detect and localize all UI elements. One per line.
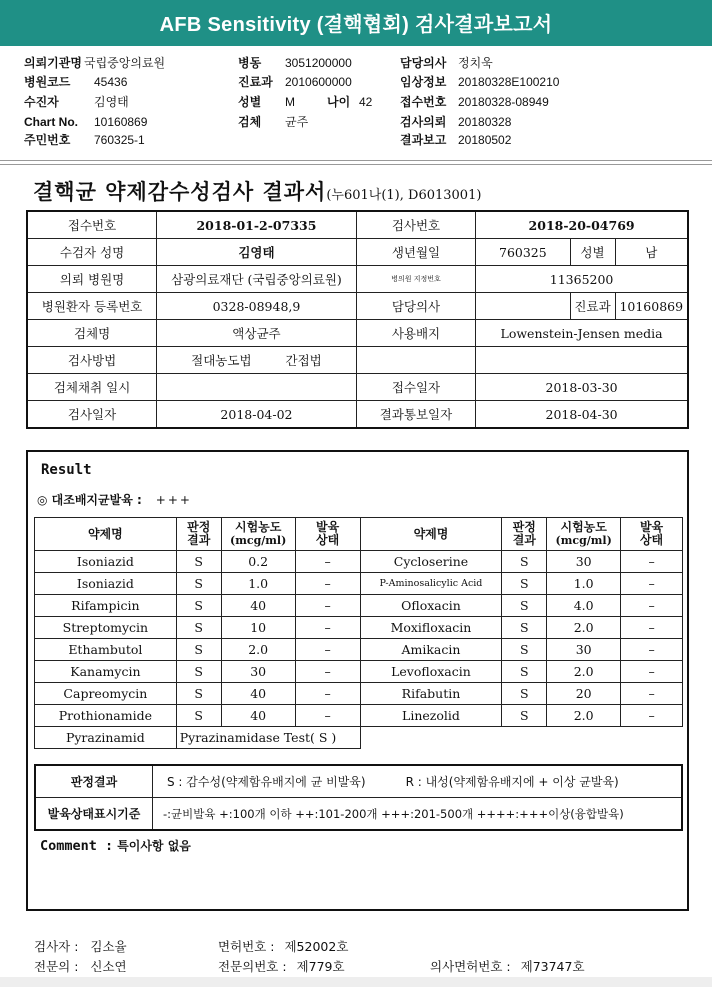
info-value: 20180328-08949: [458, 95, 549, 109]
header-text: 판정: [187, 520, 211, 534]
table-row: [35, 617, 683, 639]
drug-name: Prothionamide: [35, 705, 177, 727]
judge-result: S: [502, 683, 547, 705]
cell-label: 병의원 지정번호: [356, 266, 475, 293]
age-value: 42: [359, 95, 373, 109]
cell-label: 접수번호: [27, 211, 157, 239]
specimen-name: 액상균주: [157, 320, 357, 347]
drug-name: Linezolid: [360, 705, 502, 727]
concentration: 2.0: [547, 705, 621, 727]
concentration: 4.0: [547, 595, 621, 617]
patient-name: 김영태: [157, 239, 357, 266]
doctor-license: [430, 957, 585, 975]
received-date: 2018-03-30: [476, 374, 688, 401]
drug-name: Rifabutin: [360, 683, 502, 705]
judge-result: S: [176, 551, 221, 573]
info-value: 45436: [94, 75, 128, 89]
info-label: 병동: [238, 56, 262, 70]
birth-date: 760325: [476, 239, 570, 266]
judge-result: S: [176, 705, 221, 727]
drug-name: Levofloxacin: [360, 661, 502, 683]
table-row: [35, 661, 683, 683]
drug-name: Capreomycin: [35, 683, 177, 705]
table-row: [35, 705, 683, 727]
cell-label: 진료과: [570, 293, 615, 320]
info-label: 결과보고: [400, 133, 447, 147]
cell-label: 검사번호: [356, 211, 475, 239]
concentration: 1.0: [221, 573, 295, 595]
judge-result: S: [502, 661, 547, 683]
header-text: 결과: [512, 533, 536, 547]
concentration: 40: [221, 595, 295, 617]
age-label: 나이: [327, 95, 351, 109]
info-label: 병원코드: [24, 75, 71, 89]
judge-result: S: [176, 573, 221, 595]
concentration: 2.0: [221, 639, 295, 661]
comment-label: Comment :: [40, 838, 114, 854]
growth-status: –: [621, 661, 683, 683]
patient-registration-number: 0328-08948,9: [157, 293, 357, 320]
cell-label: 검사일자: [27, 401, 157, 429]
concentration: 1.0: [547, 573, 621, 595]
info-label: 의뢰기관명: [24, 56, 82, 70]
table-row: [35, 573, 683, 595]
concentration: 30: [547, 551, 621, 573]
header-drug: 약제명: [35, 518, 177, 551]
info-value: M: [285, 95, 295, 109]
table-row-pyrazinamid: [35, 727, 683, 749]
info-label: Chart No.: [24, 115, 78, 129]
method-indirect: 간접법: [285, 353, 322, 368]
concentration: 40: [221, 683, 295, 705]
judge-result: S: [176, 639, 221, 661]
patient-info-panel: [0, 52, 712, 152]
drug-name: Moxifloxacin: [360, 617, 502, 639]
header-text: 판정: [512, 520, 536, 534]
info-label: 검사의뢰: [400, 115, 447, 129]
growth-status: –: [295, 573, 360, 595]
specimen-info-table: [26, 210, 689, 429]
info-value: 20180502: [458, 133, 512, 147]
judge-legend-s: S : 감수성(약제함유배지에 균 비발육): [167, 775, 366, 789]
judge-result: S: [176, 683, 221, 705]
growth-status: –: [621, 639, 683, 661]
cell-label: 접수일자: [356, 374, 475, 401]
judge-result: S: [502, 617, 547, 639]
doctor-license-value: 제73747호: [520, 959, 585, 974]
info-value: 20180328E100210: [458, 75, 560, 89]
info-value: 760325-1: [94, 133, 145, 147]
cell-label: 담당의사: [356, 293, 475, 320]
specialist: [34, 957, 127, 975]
drug-name: Cycloserine: [360, 551, 502, 573]
info-label: 성별: [238, 95, 262, 109]
table-row: [35, 551, 683, 573]
growth-status: –: [295, 551, 360, 573]
judge-result: S: [502, 639, 547, 661]
sex-value: 남: [615, 239, 688, 266]
cell-label: 검체명: [27, 320, 157, 347]
info-value: 김영태: [94, 95, 129, 109]
header-text: 결과: [187, 533, 211, 547]
growth-status: –: [621, 617, 683, 639]
drug-name: Ofloxacin: [360, 595, 502, 617]
info-value: 정치욱: [458, 56, 493, 70]
info-value: 10160869: [94, 115, 148, 129]
drug-name: Pyrazinamid: [35, 727, 177, 749]
header-judge: [502, 518, 547, 551]
test-number: 2018-20-04769: [476, 211, 688, 239]
concentration: 2.0: [547, 661, 621, 683]
info-label: 검체: [238, 115, 262, 129]
drug-name: Isoniazid: [35, 551, 177, 573]
header-drug: 약제명: [360, 518, 502, 551]
header-text: 시험농도: [560, 520, 607, 534]
judge-result: S: [176, 617, 221, 639]
license: [218, 937, 348, 955]
growth-status: –: [621, 705, 683, 727]
designation-number: 11365200: [476, 266, 688, 293]
pyrazinamidase-result: Pyrazinamidase Test( S ): [176, 727, 360, 749]
specialist-label: 전문의 :: [34, 959, 79, 974]
judge-legend-label: 판정결과: [35, 765, 153, 798]
collection-datetime: [157, 374, 357, 401]
cell-label: 수검자 성명: [27, 239, 157, 266]
judge-result: S: [176, 661, 221, 683]
judge-legend-r: R : 내성(약제함유배지에 + 이상 균발육): [405, 775, 619, 789]
concentration: 10: [221, 617, 295, 639]
header-judge: [176, 518, 221, 551]
department-value: 10160869: [615, 293, 688, 320]
drug-name: Kanamycin: [35, 661, 177, 683]
info-label: 수진자: [24, 95, 59, 109]
drug-name: Ethambutol: [35, 639, 177, 661]
header-concentration: [221, 518, 295, 551]
header-text: 발육: [316, 520, 340, 534]
header-text: (mcg/ml): [555, 534, 612, 547]
growth-status: –: [295, 661, 360, 683]
cell-label: 의뢰 병원명: [27, 266, 157, 293]
judge-result: S: [176, 595, 221, 617]
info-value: 균주: [285, 115, 309, 129]
divider: [0, 160, 712, 161]
info-label: 임상정보: [400, 75, 447, 89]
specialist-number: [218, 957, 345, 975]
table-row: [35, 595, 683, 617]
cell-label: 병원환자 등록번호: [27, 293, 157, 320]
growth-status: –: [295, 595, 360, 617]
info-label: 접수번호: [400, 95, 447, 109]
result-title: Result: [41, 462, 92, 478]
concentration: 2.0: [547, 617, 621, 639]
drug-name: Rifampicin: [35, 595, 177, 617]
concentration: 30: [547, 639, 621, 661]
cell-label: 결과통보일자: [356, 401, 475, 429]
growth-status: –: [621, 573, 683, 595]
control-growth: [37, 491, 192, 508]
report-date: 2018-04-30: [476, 401, 688, 429]
info-value: 국립중앙의료원: [84, 56, 166, 70]
method-absolute: 절대농도법: [191, 353, 252, 368]
specialist-name: 신소연: [90, 959, 127, 974]
tester-label: 검사자 :: [34, 939, 79, 954]
drug-sensitivity-table: [34, 517, 683, 749]
judge-result: S: [502, 595, 547, 617]
table-row: [35, 639, 683, 661]
doctor-license-label: 의사면허번호 :: [430, 959, 511, 974]
judge-result: S: [502, 705, 547, 727]
report-header-title: AFB Sensitivity (결핵협회) 검사결과보고서: [159, 14, 553, 36]
header-growth: [621, 518, 683, 551]
info-value: 20180328: [458, 115, 512, 129]
cell-label: 성별: [570, 239, 615, 266]
test-date: 2018-04-02: [157, 401, 357, 429]
table-row: [35, 683, 683, 705]
growth-status: –: [295, 705, 360, 727]
info-value: 2010600000: [285, 75, 352, 89]
judge-result: S: [502, 551, 547, 573]
comment: [40, 837, 191, 854]
legend-table: [34, 764, 683, 831]
header-text: 시험농도: [234, 520, 282, 534]
growth-status: –: [295, 639, 360, 661]
growth-legend: -:균비발육 +:100개 이하 ++:101-200개 +++:201-500개 ++++:+++이상(융합발육): [153, 798, 683, 831]
bottom-strip: [0, 977, 712, 987]
comment-text: 특이사항 없음: [117, 839, 191, 853]
cell-label: 생년월일: [356, 239, 475, 266]
empty-cell: [360, 727, 682, 749]
growth-status: –: [621, 683, 683, 705]
receipt-number: 2018-01-2-07335: [157, 211, 357, 239]
empty-cell: [476, 347, 688, 374]
tester: [34, 937, 127, 955]
specialist-number-label: 전문의번호 :: [218, 959, 287, 974]
concentration: 40: [221, 705, 295, 727]
growth-legend-label: 발육상태표시기준: [35, 798, 153, 831]
judge-legend: [153, 765, 683, 798]
tester-name: 김소율: [90, 939, 127, 954]
control-growth-label: ◎ 대조배지균발육 :: [37, 493, 142, 507]
cell-label: 사용배지: [356, 320, 475, 347]
cell-label: 검체채취 일시: [27, 374, 157, 401]
hospital-name: 삼광의료재단 (국립중앙의료원): [157, 266, 357, 293]
doctor-name: [476, 293, 570, 320]
header-text: (mcg/ml): [230, 534, 287, 547]
info-value: 3051200000: [285, 56, 352, 70]
concentration: 20: [547, 683, 621, 705]
report-header-bar: [0, 0, 712, 46]
culture-medium: Lowenstein-Jensen media: [476, 320, 688, 347]
info-label: 진료과: [238, 75, 273, 89]
info-label: 담당의사: [400, 56, 447, 70]
report-title-text: 결핵균 약제감수성검사 결과서: [33, 179, 327, 204]
report-code: (누601나(1), D6013001): [326, 188, 482, 203]
growth-status: –: [621, 595, 683, 617]
growth-status: –: [621, 551, 683, 573]
info-label: 주민번호: [24, 133, 71, 147]
header-text: 상태: [639, 533, 664, 547]
specialist-number-value: 제779호: [296, 959, 345, 974]
judge-result: S: [502, 573, 547, 595]
result-section: [26, 450, 689, 911]
drug-name: Amikacin: [360, 639, 502, 661]
drug-name: Streptomycin: [35, 617, 177, 639]
license-label: 면허번호 :: [218, 939, 275, 954]
drug-name: P-Aminosalicylic Acid: [360, 573, 502, 595]
report-title: [33, 176, 481, 206]
control-growth-value: +++: [155, 493, 192, 507]
concentration: 0.2: [221, 551, 295, 573]
growth-status: –: [295, 683, 360, 705]
header-concentration: [547, 518, 621, 551]
test-method: [157, 347, 357, 374]
header-growth: [295, 518, 360, 551]
empty-cell: [356, 347, 475, 374]
drug-name: Isoniazid: [35, 573, 177, 595]
concentration: 30: [221, 661, 295, 683]
header-text: 발육: [639, 520, 664, 534]
cell-label: 검사방법: [27, 347, 157, 374]
divider: [0, 164, 712, 165]
header-text: 상태: [316, 533, 340, 547]
license-number: 제52002호: [284, 939, 349, 954]
growth-status: –: [295, 617, 360, 639]
